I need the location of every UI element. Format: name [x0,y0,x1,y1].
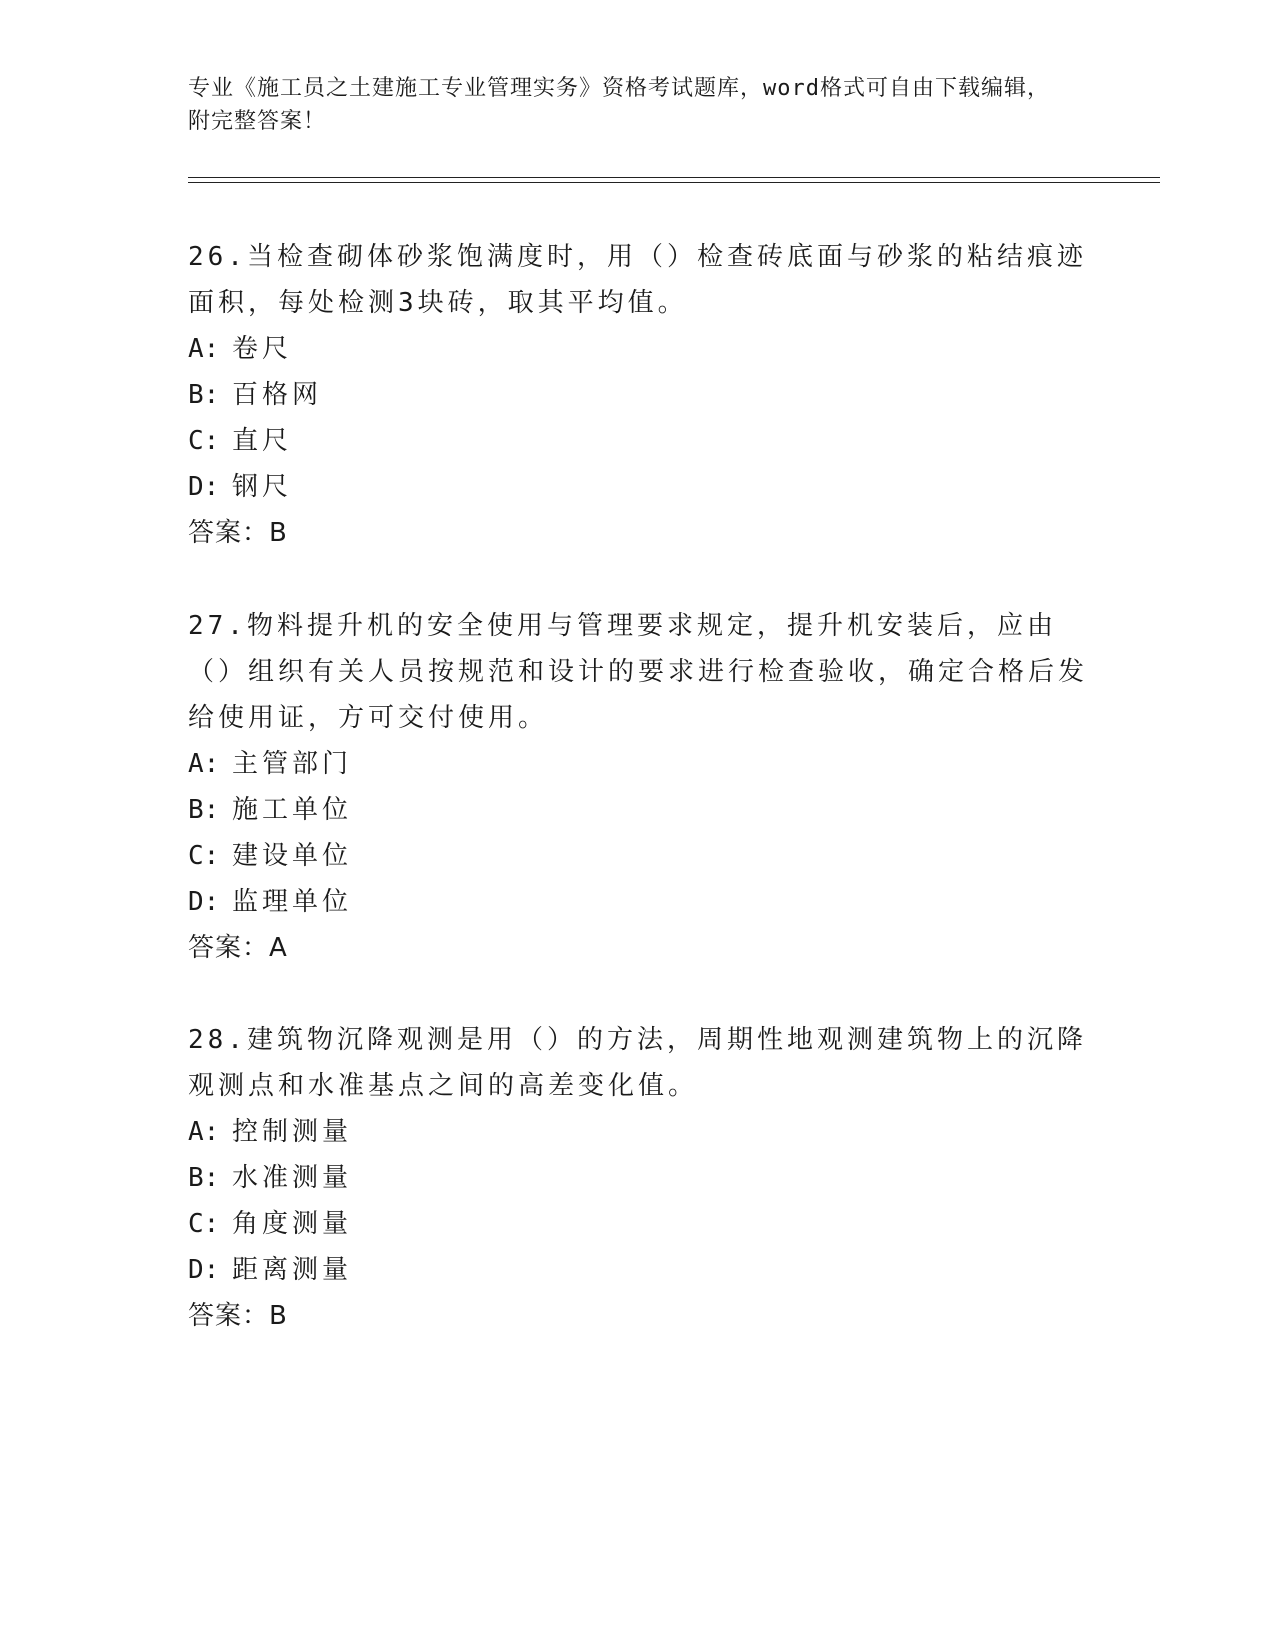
option-value: 监理单位 [232,887,353,917]
question-28 [188,1017,1088,1339]
option-key: B: [188,1163,220,1193]
option-value: 距离测量 [232,1255,353,1285]
option-value: 建设单位 [232,841,353,871]
option-b [188,1155,1088,1201]
question-27 [188,603,1088,971]
document-header: 专业《施工员之土建施工专业管理实务》资格考试题库，word格式可自由下载编辑，附完整答案！ [188,76,1050,134]
option-key: C: [188,426,220,456]
option-value: 控制测量 [232,1117,353,1147]
header-divider-bottom [188,182,1160,183]
answer-line: 答案：B [188,1301,288,1331]
option-key: D: [188,887,220,917]
option-d [188,1247,1088,1293]
option-value: 卷尺 [232,334,293,364]
option-value: 直尺 [232,426,293,456]
option-key: A: [188,749,220,779]
question-text: 27.物料提升机的安全使用与管理要求规定，提升机安装后，应由（）组织有关人员按规范和设计的要求进行检查验收，确定合格后发给使用证，方可交付使用。 [188,611,1089,733]
question-26 [188,234,1088,556]
answer-line: 答案：B [188,518,288,548]
option-a [188,741,1088,787]
answer-line: 答案：A [188,933,288,963]
question-text: 28.建筑物沉降观测是用（）的方法，周期性地观测建筑物上的沉降观测点和水准基点之间的高差变化值。 [188,1025,1087,1101]
option-value: 百格网 [232,380,323,410]
option-key: A: [188,1117,220,1147]
option-a [188,326,1088,372]
option-value: 水准测量 [232,1163,353,1193]
option-key: B: [188,795,220,825]
option-b [188,787,1088,833]
option-c [188,418,1088,464]
option-b [188,372,1088,418]
option-value: 钢尺 [232,472,293,502]
option-d [188,879,1088,925]
option-key: B: [188,380,220,410]
header-divider-top [188,177,1160,178]
option-key: A: [188,334,220,364]
option-c [188,1201,1088,1247]
option-c [188,833,1088,879]
option-d [188,464,1088,510]
option-key: D: [188,1255,220,1285]
question-text: 26.当检查砌体砂浆饱满度时，用（）检查砖底面与砂浆的粘结痕迹面积，每处检测3块砖，取其平均值。 [188,242,1087,318]
option-key: C: [188,841,220,871]
option-key: D: [188,472,220,502]
option-value: 角度测量 [232,1209,353,1239]
option-a [188,1109,1088,1155]
option-key: C: [188,1209,220,1239]
option-value: 主管部门 [232,749,353,779]
option-value: 施工单位 [232,795,353,825]
